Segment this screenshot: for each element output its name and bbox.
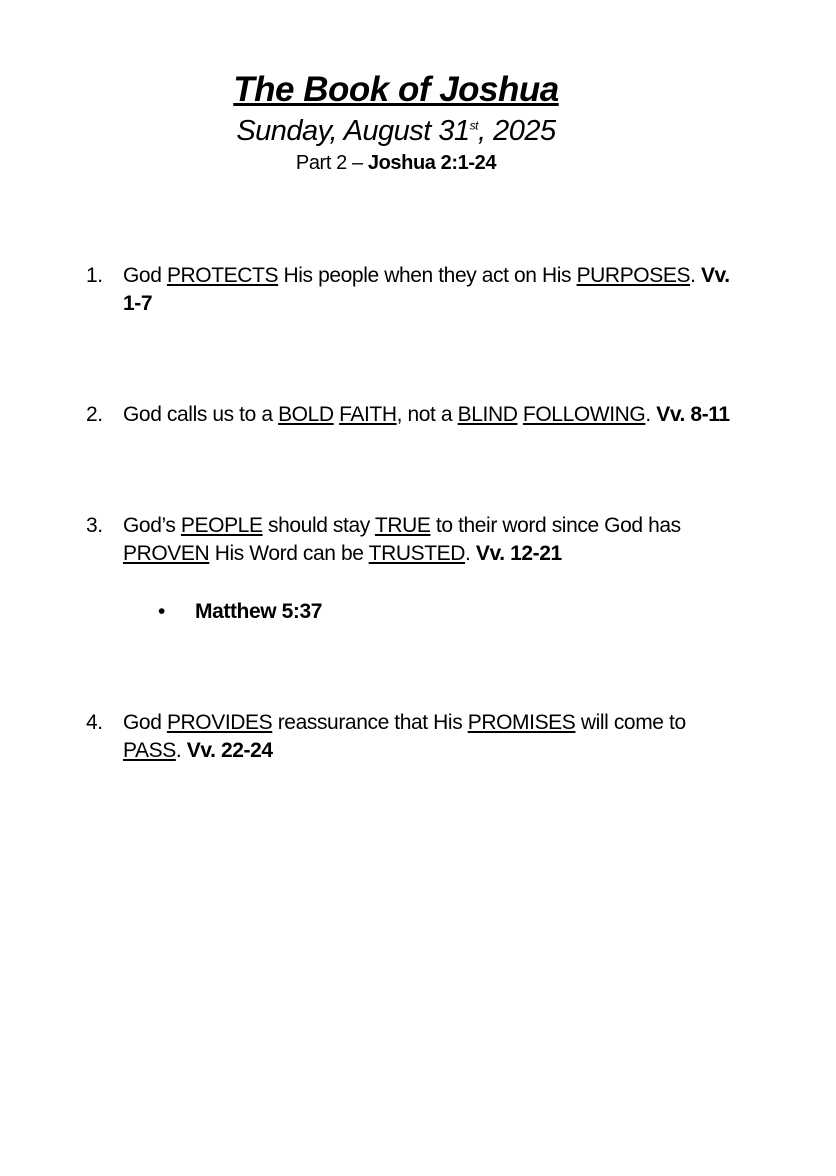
verse-reference: Vv. 12-21 [475,542,562,565]
blank-answer: BOLD [278,403,334,426]
point-number: 3. [86,514,103,537]
blank-answer: PROMISES [467,711,576,734]
document-title: The Book of Joshua [233,70,559,109]
point-text: God’s PEOPLE should stay TRUE to their word since God has PROVEN His Word can be TRUSTED. Vv. 12-21 [123,514,681,565]
date-ordinal-suffix: st [469,118,479,133]
point-number: 1. [86,264,103,287]
point-3 [86,512,746,568]
blank-answer: TRUE [374,514,431,537]
part-passage: Joshua 2:1-24 [367,152,497,174]
part-label: Part 2 – [295,152,368,174]
point-4 [86,709,746,765]
blank-answer: PROTECTS [166,264,279,287]
sermon-date [0,115,792,148]
verse-reference: Vv. 8-11 [656,403,730,426]
point-text: God PROTECTS His people when they act on His PURPOSES. Vv. 1-7 [123,264,730,315]
date-text: Sunday, August 31 [236,115,470,147]
cross-reference: Matthew 5:37 [195,600,323,623]
bullet-symbol: • [158,600,165,623]
blank-answer: PROVIDES [166,711,273,734]
blank-answer: PROVEN [123,542,210,565]
blank-answer: PEOPLE [180,514,263,537]
date-year: , 2025 [478,115,556,147]
point-number: 4. [86,711,103,734]
point-2 [86,401,746,429]
blank-answer: PASS [123,739,176,762]
blank-answer: BLIND [457,403,518,426]
blank-answer: FOLLOWING [522,403,646,426]
blank-answer: FAITH [339,403,397,426]
blank-answer: PURPOSES [576,264,691,287]
verse-reference: Vv. 1-7 [123,264,730,315]
point-number: 2. [86,403,103,426]
part-line [0,152,792,175]
point-1 [86,262,746,318]
point-text: God calls us to a BOLD FAITH, not a BLIND FOLLOWING. Vv. 8-11 [123,403,730,426]
sub-bullet-matthew [158,598,322,626]
blank-answer: TRUSTED [368,542,466,565]
point-text: God PROVIDES reassurance that His PROMISES will come to PASS. Vv. 22-24 [123,711,686,762]
verse-reference: Vv. 22-24 [186,739,273,762]
